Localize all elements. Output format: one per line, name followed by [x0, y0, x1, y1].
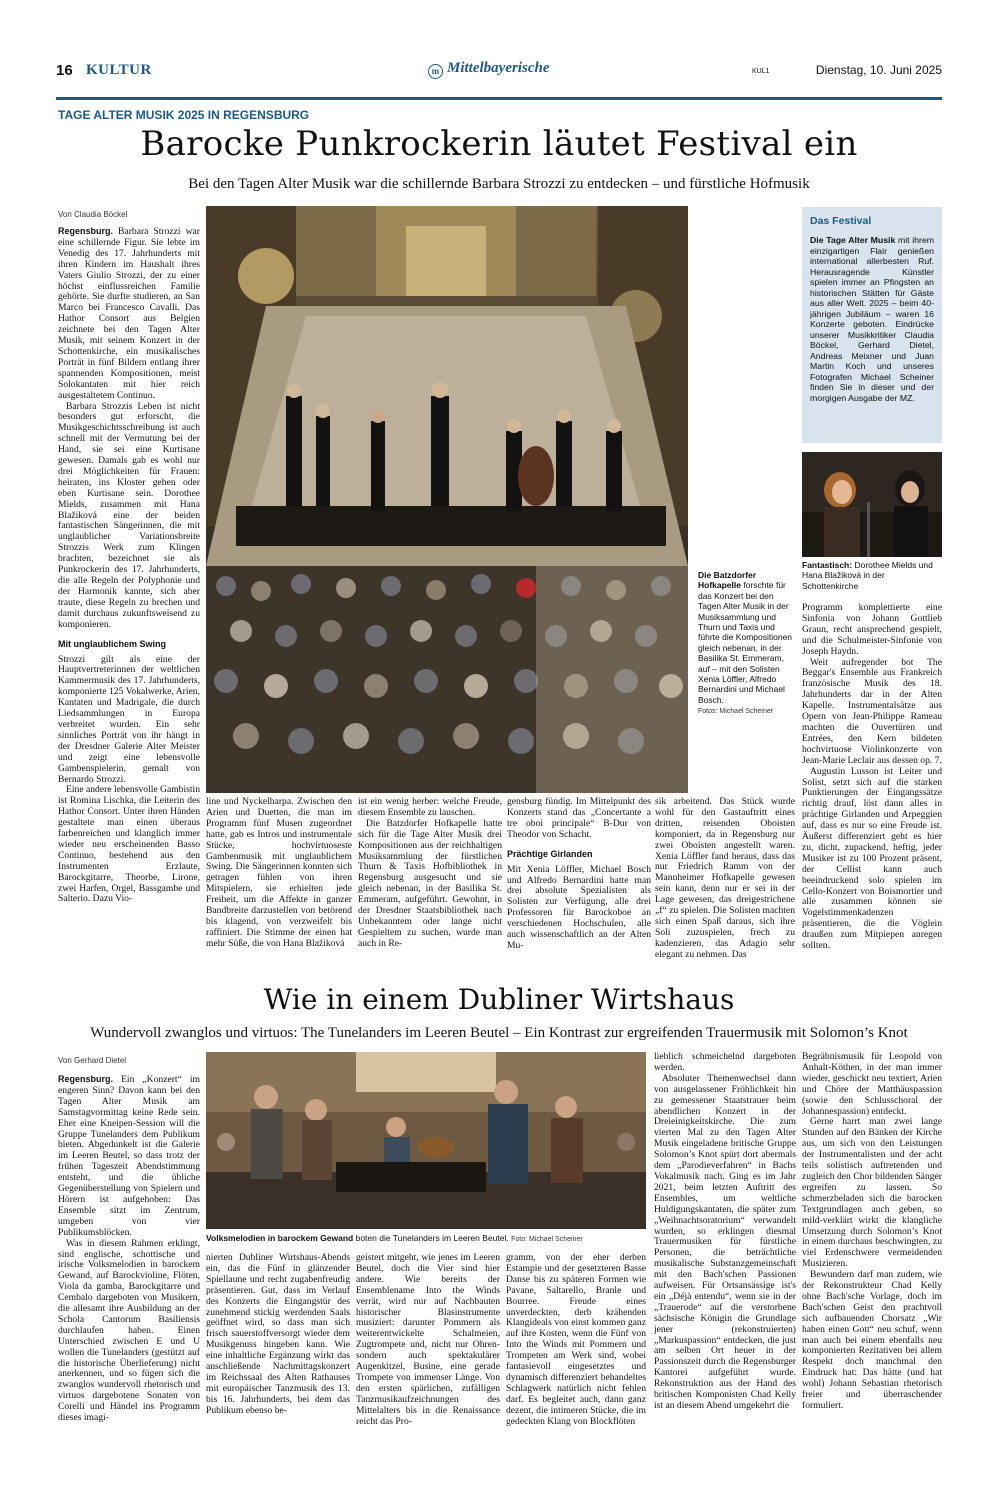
article1-kicker: TAGE ALTER MUSIK 2025 IN REGENSBURG	[58, 108, 310, 122]
subheading: Prächtige Girlanden	[507, 848, 593, 859]
article2-title[interactable]: Wie in einem Dubliner Wirtshaus	[263, 983, 735, 1016]
paragraph: Barbara Strozzi war eine schillernde Figur. Sie lebte im Venedig des 17. Jahrhunderts mit ihren Kindern im Haushalt ihres Vaters Giulio Strozzi, der zu einer höchst einflussreichen Familie gehörte. Sie durfte studieren, an San Marco bei Francesco Cavalli. Das Hathor Consort aus Belgien zeichnete bei den Tagen Alter Musik, mit seinem Konzert in der Schottenkirche, ein musikalisches Porträt in fünf Bildern entlang ihrer spannenden Kompositionen, meist Solokantaten mit hier reich ausgestaltetem Continuo.	[58, 226, 200, 401]
dateline: Regensburg.	[58, 226, 114, 236]
paragraph: Gerne harrt man zwei lange Stunden auf den Bänken der Kirche aus, um sich von den Leistungen der Instrumentalisten und der acht teils solistisch auftretenden und zugleich den Chor bildenden Sänger ergreifen zu lassen. So schmerzbeladen sich die barocken Textgrundlagen auch geben, so mild-verklärt wirkt die klangliche Umsetzung durch Solomon’s Knot in einem durchaus beschwingten, zu viel Erdenschwere vermeidenden Musizieren.	[802, 1116, 942, 1270]
paragraph: line und Nyckelharpa. Zwischen den Arien und Duetten, die man im Programm fünf Musen zugeordnet hatte, gab es Intros und instrumentale Stücke, hochvirtuoseste Gambenmusik mit unglaublichem Swing. Die Sängerinnen konnten sich getragen fühlen von ihren Mitspielern, sie erhielten jede Freiheit, um die Affekte in ganzer Bandbreite darzustellen von betörend bis klagend, von verzweifelt bis raffiniert. Die Stimme der einen hat mehr Süße, die von Hana Blažiková	[206, 797, 352, 949]
paragraph: Weit aufregender bot The Beggar's Ensemble aus Frankreich französische Musik des 18. Jahrhunderts dar in der Alten Kapelle. Instrumentalsätze aus Opern von Jean-Philippe Rameau machten die Ouvertüren und Entrées, den Kern bildeten hochvirtuose Violinkonzerte von Jean-Marie Leclair aus dessen op. 7.	[802, 656, 942, 766]
article1-column-2	[206, 797, 352, 973]
article2-column-1	[58, 1074, 200, 1464]
article2-column-2	[206, 1253, 350, 1465]
article1-title[interactable]: Barocke Punkrockerin läutet Festival ein	[140, 124, 858, 164]
brand-icon: m	[428, 64, 443, 79]
paragraph: Eine andere lebensvolle Gambistin ist Romina Lischka, die Leiterin des Hathor Consort. Unter ihren Händen gestaltete man einen überaus farbenreichen und klanglich immer wieder neu erscheinenden Basso Continuo, bestehend aus den Instrumenten Erzlaute, Barockgitarre, Theorbe, Lirone, zwei Harfen, Orgel, Bassgambe und Salterio. Dazu Vio-	[58, 784, 200, 905]
article1-byline: Von Claudia Böckel	[58, 210, 128, 219]
article2-column-3	[356, 1253, 500, 1465]
section-label[interactable]: KULTUR	[86, 62, 152, 78]
paragraph: nierten Dubliner Wirtshaus-Abends ein, das die Fünf in glänzender Spiellaune und recht zugabenfreudig präsentieren. Gut, dass im Verlauf des Konzerts die Eingangstür des zunehmend stickig werdenden Saals geöffnet wird, so dass man sich frisch sauerstoffversorgt wieder dem Musikgenuss hingeben kann. Wie eine inhaltliche Ergänzung wirkt das anschließende Nachmittagskonzert im Reichssaal des Alten Rathauses mit europäischer Tanzmusik des 13. bis 16. Jahrhunderts, bei dem das Publikum ebenso be-	[206, 1253, 350, 1416]
dateline: Regensburg.	[58, 1074, 114, 1084]
article2-column-6	[802, 1052, 942, 1465]
photo-credit: Foto: Michael Scheiner	[511, 1236, 583, 1243]
page-code: KUL1	[752, 68, 770, 75]
paragraph: Was in diesem Rahmen erklingt, sind englische, schottische und irische Volksmelodien in barockem Gewand, auf Barockvioline, Flöten, Viola da gamba, Barockgitarre und Cembalo dargeboten von Musikern, die allesamt ihre Ausbildung an der Schola Cantorum Basiliensis durchlaufen haben. Einen Unterschied zwischen E und U wollen die Tunelanders (gestützt auf die historische Überlieferung) nicht anerkennen, und so fügen sich die zwanglos wundervoll rhetorisch und virtuos dargebotene Sonaten von Corelli und Händel ins Programm dieses imagi-	[58, 1237, 200, 1424]
article1-subtitle: Bei den Tagen Alter Musik war die schillernde Barbara Strozzi zu entdecken – und fürstliche Hofmusik	[188, 176, 810, 192]
paragraph: Programm komplettierte eine Sinfonia von Johann Gottlieb Graun, recht ansprechend gespielt, und die Schulmeister-Sinfonie von Joseph Haydn.	[802, 603, 942, 657]
subheading: Mit unglaublichem Swing	[58, 638, 166, 649]
paragraph: Absoluter Themenwechsel dann von ausgelassener Fröhlichkeit hin zu gemessener Staatstrauer beim abendlichen Konzert in der Dreieinigkeitskirche. Die zum vierten Mal zu den Tagen Alter Musik eingeladene britische Gruppe Solomon’s Knot spürt dort abermals dem „Parodieverfahren“ in Bachs Vokalmusik nach. Ging es im Jahr 2021, beim letzten Auftritt des Ensembles, um weltliche Huldigungskantaten, die später zum „Weihnachtsoratorium“ verwandelt wurden, so erklingen diesmal Trauermusiken für fürstliche Personen, die beträchtliche musikalische Substanzgemeinschaft mit den Bach'schen Passionen aufweisen. Für Ortsansässige ist's ein „Déjà entendu“, wenn sie in der „Trauerode“ auf die verstorbene sächsische Königin die Grundlage jener (rekonstruierten) „Markuspassion“ entdecken, die just am selben Ort heuer in der Passionszeit durch die Regensburger Kantorei aufgeführt wurde. Rekonstruktion aus der Hand des britischen Komponisten Chad Kelly ist an diesem Abend umgekehrt die	[654, 1072, 796, 1411]
caption-text: forschte für das Konzert bei den Tagen Alter Musik in der Musiksammlung und Thurn und Taxis und führte die Kompositionen gleich nebenan, in der Basilika St. Emmeram, auf – mit den Solisten Xenia Löffler, Alfredo Bernardini und Michael Bosch.	[698, 580, 793, 705]
article1-column-1	[58, 226, 200, 971]
masthead-logo[interactable]	[428, 60, 549, 79]
concert-photo-illustration	[206, 206, 688, 793]
paragraph: Strozzi gilt als eine der Hauptvertreterinnen der weltlichen Kammermusik des 17. Jahrhunderts, komponierte 125 Vokalwerke, Arien, Kantaten und Madrigale, die durch Liedsammlungen in Europa verbreitet wurden. Ein sehr sinnliches Porträt von ihr hängt in der Dresdner Galerie Alter Meister und zeigt eine lebensvolle Gambenspielerin, gemalt von Bernardo Strozzi.	[58, 653, 200, 785]
paragraph: gensburg fündig. Im Mittelpunkt des Konzerts stand das „Concertante a tre oboi principale“ B-Dur von Theodor von Schacht.	[507, 797, 651, 840]
paragraph: geistert mitgeht, wie jenes im Leeren Beutel, doch die Vier sind hier andere. Wie bereits der Ensemblename Into the Winds verrät, wird nur auf Nachbauten historischer Blasinstrumente musiziert: darunter Pommern als weiterentwickelte Schalmeien, Zugtrompete und, nicht nur Ohren- sondern auch spektakulärer Augenkitzel, Busine, eine gerade Trompete von immenser Länge. Von den ersten spärlichen, zufälligen Tanzmusikaufzeichnungen des Mittelalters bis in die Renaissance reicht das Pro-	[356, 1253, 500, 1427]
header-rule	[56, 97, 942, 100]
caption-text: boten die Tunelanders im Leeren Beutel.	[355, 1233, 509, 1243]
photo-caption-1	[698, 570, 794, 718]
infobox-title: Das Festival	[810, 215, 872, 227]
paragraph: Begräbnismusik für Leopold von Anhalt-Köthen, in der man immer wieder, geschickt neu textiert, Arien und Chöre der Matthäuspassion (sowie den Schlusschoral der Johannespassion) entdeckt.	[802, 1052, 942, 1117]
paragraph: Augustin Lusson ist Leiter und Solist, setzt sich auf die starken Punktierungen der Eingangssätze richtig drauf, löst dann alles in prächtige Girlanden und Arpeggien auf, dass es nur so eine Freude ist. Äußerst differenziert geht es hier zu, dicht, zupackend, heftig, jeder Musiker ist zu 100 Prozent präsent, der Cellist kann auch beeindruckend solo spielen im Cello-Konzert von Boismortier und alle zusammen können sie Vogelstimmenkadenzen präsentieren, die die Vöglein draußen zum Mitpiepen anregen sollten.	[802, 765, 942, 952]
tunelanders-photo-illustration	[206, 1052, 646, 1229]
tunelanders-photo[interactable]	[206, 1052, 646, 1229]
paragraph: Die Batzdorfer Hofkapelle hatte sich für die Tage Alter Musik drei Kompositionen aus der reichhaltigen Musiksammlung der fürstlichen Thurn & Taxis Hofbibliothek in Regensburg ausgesucht und sie gleich nebenan, in der Basilika St. Emmeram, aufgeführt. Gewohnt, in der Dresdner Staatsbibliothek nach Unbekanntem oder lange nicht Gespieltem zu suchen, wurde man auch in Re-	[358, 817, 502, 949]
paragraph: sik arbeitend. Das Stück wurde wohl für den Gastauftritt eines dritten, reisenden Oboisten komponiert, da in Regensburg nur zwei Oboisten angestellt waren. Xenia Löffler fand heraus, dass das nur Friedrich Ramm von der Mannheimer Hofkapelle gewesen sein kann, denn nur er sei in der Lage gewesen, das dreigestrichene „f“ zu spielen. Die Solisten machten sich einen Spaß daraus, sich ihre Soli zuzuspielen, frech zu kadenzieren, das Adagio sehr elegant zu nehmen. Das	[655, 797, 795, 960]
infobox-bold: Die Tage Alter Musik	[810, 235, 896, 245]
article1-column-6	[802, 603, 942, 975]
article2-column-5	[654, 1052, 796, 1465]
article2-column-4	[506, 1253, 646, 1465]
singers-photo[interactable]	[802, 452, 942, 557]
photo-credit: Fotos: Michael Scheiner	[698, 708, 774, 716]
article1-column-3	[358, 797, 502, 973]
article1-column-4	[507, 797, 651, 973]
paragraph: ist ein wenig herber: welche Freude, diesem Ensemble zu lauschen.	[358, 797, 502, 818]
paragraph: Barbara Strozzis Leben ist nicht besonders gut erforscht, die Musikgeschichtsschreibung ist auch schnell mit der Vermutung bei der Hand, sie sei eine Kurtisane gewesen. Damals gab es wohl nur drei Möglichkeiten für Frauen: heiraten, ins Kloster gehen oder eben Kurtisane sein. Dorothee Mields, zusammen mit Hana Blažiková eine der beiden fantastischen Sängerinnen, die mit unglaublicher Variationsbreite Strozzis Werk zum Klingen brachten, bezeichnet sie als Punkrockerin des 17. Jahrhunderts, die alle Regeln der Polyphonie und der Harmonik kannte, sich aber traute, diese Regeln zu brechen und damit durchaus zukunftsweisend zu komponieren.	[58, 400, 200, 630]
brand-name: Mittelbayerische	[447, 60, 550, 76]
paragraph: Mit Xenia Löffler, Michael Bosch und Alfredo Bernardini hatte man drei absolute Spezialisten als Solisten zur Verfügung, alle drei Professoren für Barockoboe an verschiedenen Hochschulen, alle auch wissenschaftlich an der Alten Mu-	[507, 863, 651, 951]
photo-caption-2	[206, 1233, 646, 1245]
issue-date: Dienstag, 10. Juni 2025	[815, 63, 942, 77]
infobox-text	[810, 235, 934, 403]
article2-byline: Von Gerhard Dietel	[58, 1056, 127, 1065]
caption-text: Dorothee Mields und Hana Blažiková in der Schottenkirche	[802, 560, 933, 591]
article1-column-5	[655, 797, 795, 973]
infobox-body: mit ihrem einzigartigen Flair genießen international allerbesten Ruf. Herausragende Künstler spielen immer an Pfingsten an historischen Stätten für Gäste aus aller Welt. 2025 – beim 40-jährigen Jubiläum – waren 16 Konzerte geboten. Eindrücke unserer Musikkritiker Claudia Böckel, Gerhard Dietel, Andreas Meixner und Juan Martin Koch und unseres Fotografen Michael Scheiner finden Sie in dieser und der morgigen Ausgabe der MZ.	[810, 235, 935, 403]
article2-subtitle: Wundervoll zwanglos und virtuos: The Tunelanders im Leeren Beutel – Ein Kontrast zur ergreifenden Trauermusik mit Solomon’s Knot	[90, 1025, 908, 1041]
singers-caption	[802, 560, 942, 591]
paragraph: lieblich schmeichelnd dargeboten werden.	[654, 1052, 796, 1073]
caption-title: Fantastisch:	[802, 560, 853, 570]
page-header	[56, 60, 942, 84]
paragraph: Bewundern darf man zudem, wie der Rekonstrukteur Chad Kelly ohne Bach'sche Vorlage, doch im Bach'schen Geist den prachtvoll sich aufbauenden Chorsatz „Wir haben einen Gott“ neu schuf, wenn man auch bei einem ebenfalls neu komponierten Rezitativen bei allem Respekt doch manchmal den Eindruck hat: Das hätte (und hat wohl) Johann Sebastian rhetorisch freier und überraschender formuliert.	[802, 1269, 942, 1411]
paragraph: Ein „Konzert“ im engeren Sinn? Davon kann bei den Tagen Alter Musik am Samstagvormittag keine Rede sein. Eher eine Kneipen-Session will die Gruppe Tunelanders dem Publikum bieten. Abgedunkelt ist die Galerie im Leeren Beutel, so dass trotz der frühen Tageszeit Abendstimmung entsteht, und die übliche Gegenüberstellung von Spielern und Hörern ist aufgehoben: Das Ensemble sitzt im Zentrum, umgeben von vier Publikumsblöcken.	[58, 1074, 200, 1238]
paragraph: gramm, von der eher derben Estampie und der gesetzteren Basse Danse bis zu späteren Formen wie Pavane, Saltarello, Branle und Bourree. Freude eines unverdeckten, derb krähenden Klangideals von einst kommen ganz auf ihre Kosten, wenn die Fünf von Into the Winds mit Pommern und Trompeten am Werk sind, wobei fantasievoll eingesetztes und dynamisch differenziert behandeltes Schlagwerk natürlich nicht fehlen darf. Es begleitet auch, dann ganz dezent, die intimeren Stücke, die im gedeckten Klang von Blockflöten	[506, 1253, 646, 1427]
caption-title: Die Batzdorfer Hofkapelle	[698, 570, 757, 591]
page-number: 16	[56, 62, 73, 79]
festival-infobox	[802, 207, 942, 443]
concert-photo-basilica[interactable]	[206, 206, 688, 793]
singers-photo-illustration	[802, 452, 942, 557]
caption-title: Volksmelodien in barockem Gewand	[206, 1233, 354, 1243]
